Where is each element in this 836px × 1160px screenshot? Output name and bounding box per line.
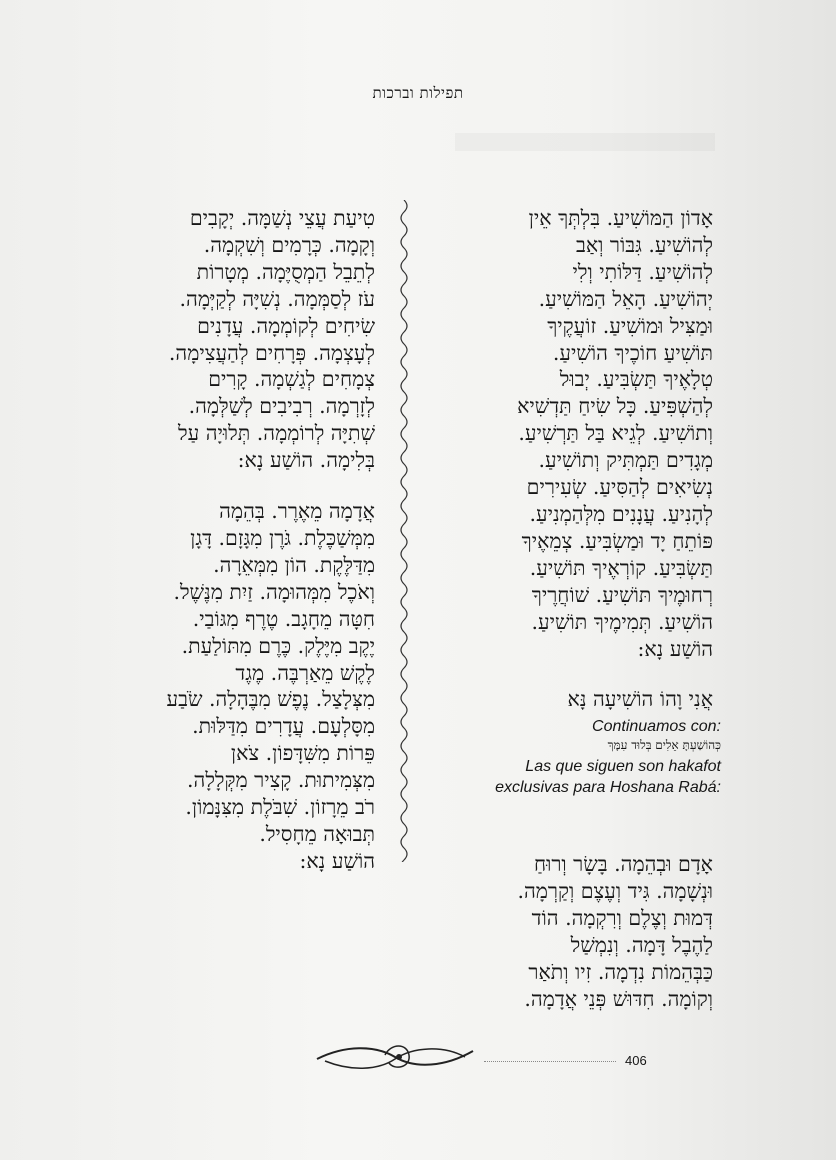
footer-rule — [484, 1061, 616, 1062]
text-line: לֶקֶשׁ מֵאַרְבֶּה. מֶגֶד — [235, 660, 375, 685]
text-line: הוֹשַׁע נָא: — [299, 848, 375, 873]
text-line: מִצְּלָצַל. נֶפֶשׁ מִבֶּהָלָה. שֹׂבַע — [166, 687, 375, 712]
text-line: מִדַּלֶּקֶת. הוֹן מִמְּאֵרָה. — [213, 552, 375, 577]
text-line: צְמָחִים לְגַשְׁמָה. קָרִים — [208, 367, 375, 392]
text-line: נְשִׂיאִים לְהַסִּיעַ. שְׂעִירִים — [526, 475, 713, 500]
text-line: טִיעַת עֲצֵי נְשַׁמָּה. יְקָבִים — [189, 206, 375, 230]
wavy-column-divider — [392, 200, 416, 862]
text-line: פּוֹתֵחַ יָד וּמַשְׂבִּיעַ. צְמֵאֶיךָ — [521, 528, 713, 553]
text-line: לְזָרְמָה. רְבִיבִים לְשַׁלְּמָה. — [188, 394, 375, 419]
text-line: לְהוֹשִׁיעַ. דַּלּוֹתִי וְלִי — [572, 259, 713, 284]
text-line: אֲדָמָה מֵאֶרֶר. בְּהֵמָה — [219, 499, 375, 524]
stanza-gap — [468, 662, 713, 686]
text-line: תְּבוּאָה מֵחָסִיל. — [259, 821, 375, 846]
footer-ornament — [315, 1037, 475, 1081]
text-line: מִמְּשַׁכֶּלֶת. גֹּרֶן מִגָּזָם. דָּגָן — [190, 525, 375, 550]
text-line: וְקָמָה. כְּרָמִים וְשִׁקְמָה. — [203, 232, 375, 257]
right-stanza-1 — [468, 205, 713, 662]
left-column — [130, 205, 375, 875]
text-line: וְתוֹשִׁיעַ. לְגֵיא בַּל תַּרְשִׁיעַ. — [518, 421, 713, 446]
text-line: לְהָנִיעַ. עֲנָנִים מִלְּהַמְנִיעַ. — [529, 501, 713, 526]
left-stanza-1 — [130, 205, 375, 474]
text-line: לְהוֹשִׁיעַ. גִּבּוֹר וְאַב — [575, 232, 713, 257]
right-column-2 — [473, 851, 713, 1012]
text-line: תַּשְׂבִּיעַ. קוֹרְאֶיךָ תּוֹשִׁיעַ. — [529, 555, 713, 580]
bleed-through-band — [455, 133, 715, 151]
text-line: רֹב מֵרָזוֹן. שִׁבֹּלֶת מִצִּנָּמוֹן. — [185, 795, 375, 820]
text-line: תּוֹשִׁיעַ חוֹכֶיךָ הוֹשִׁיעַ. — [552, 340, 713, 365]
text-line: שְׁתִיָּה לְרוֹמְמָה. תְּלוּיָה עַל — [178, 421, 375, 446]
text-line: כַּבְּהֵמוֹת נִדְמָה. זִיו וְתֹאַר — [528, 959, 713, 984]
continue-hebrew: כְּהוֹשַׁעְתָּ אֵלִים בְּלוּד עִמָּךְ — [607, 738, 721, 752]
text-line: רְחוּמֶיךָ תּוֹשִׁיעַ. שׁוֹחֲרֶיךָ — [531, 582, 713, 607]
text-line: וּנְשָׁמָה. גִּיד וְעֶצֶם וְקַרְמָה. — [517, 878, 713, 903]
text-line: חִטָּה מֵחָגָב. טֶרֶף מִגּוֹבַי. — [192, 606, 375, 631]
text-line: מִסָּלְעָם. עֲדָרִים מִדַּלּוּת. — [192, 714, 375, 739]
text-line: אָדוֹן הַמּוֹשִׁיעַ. בִּלְתְּךָ אֵין — [528, 206, 713, 230]
text-line: וְאֹכֶל מִמְּהוּמָה. זַיִת מִנֶּשֶׁל. — [173, 579, 375, 604]
text-line: בְּלִימָה. הוֹשַׁע נָא: — [237, 448, 375, 473]
text-line: טְלָאֶיךָ תַּשְׂבִּיעַ. יְבוּל — [559, 367, 713, 392]
text-line: פֵּרוֹת מִשִּׁדָּפוֹן. צֹאן — [230, 741, 375, 766]
hakafot-note: Las que siguen son hakafot exclusivas para Hoshana Rabá: — [495, 758, 721, 796]
text-line: לְעָצְמָה. פְּרָחִים לְהַעֲצִימָה. — [168, 340, 375, 365]
continue-label: Continuamos con: — [592, 718, 721, 735]
closing-line: אֲנִי וָהוֹ הוֹשִׁיעָה נָּא — [567, 687, 713, 712]
text-line: הוֹשַׁע נָא: — [637, 636, 713, 661]
text-line: יְהוֹשִׁיעַ. הָאֵל הַמּוֹשִׁיעַ. — [538, 286, 713, 311]
page-number: 406 — [625, 1053, 647, 1068]
text-line: מִצְּמִיתוּת. קָצִיר מִקְּלָלָה. — [187, 768, 375, 793]
stanza-gap — [130, 474, 375, 498]
text-line: הוֹשִׁיעַ. תְּמִימֶיךָ תּוֹשִׁיעַ. — [531, 609, 713, 634]
text-line: אָדָם וּבְהֵמָה. בָּשָׂר וְרוּחַ — [533, 852, 713, 876]
text-line: שִׂיחִים לְקוֹמְמָה. עֲדָנִים — [197, 313, 375, 338]
text-line: לַהֶבֶל דָּמָה. וְנִמְשַׁל — [570, 932, 713, 957]
text-line: עֹז לְסַמְּמָה. נְשִׁיָּה לְקַיְּמָה. — [179, 286, 375, 311]
page-header: תפילות וברכות — [372, 84, 464, 102]
text-line: דְּמוּת וְצֶלֶם וְרִקְמָה. הוֹד — [531, 905, 713, 930]
text-line: מְגָדִים תַּמְתִּיק וְתוֹשִׁיעַ. — [538, 448, 713, 473]
text-line: לְתֵבֵל הַמְסֻיֶּמָה. מְטָרוֹת — [196, 259, 375, 284]
text-line: וְקוֹמָה. חִדּוּשׁ פְּנֵי אֲדָמָה. — [524, 986, 713, 1011]
text-line: יֶקֶב מִיֶּלֶק. כֶּרֶם מִתּוֹלַעַת. — [181, 633, 375, 658]
right-column — [468, 205, 713, 713]
text-line: וּמַצִּיל וּמוֹשִׁיעַ. זוֹעֲקֶיךָ — [547, 313, 713, 338]
text-line: לְהַשְׁפִּיעַ. כָּל שִׂיחַ תַּדְשִׁיא — [517, 394, 713, 419]
left-stanza-2 — [130, 498, 375, 875]
